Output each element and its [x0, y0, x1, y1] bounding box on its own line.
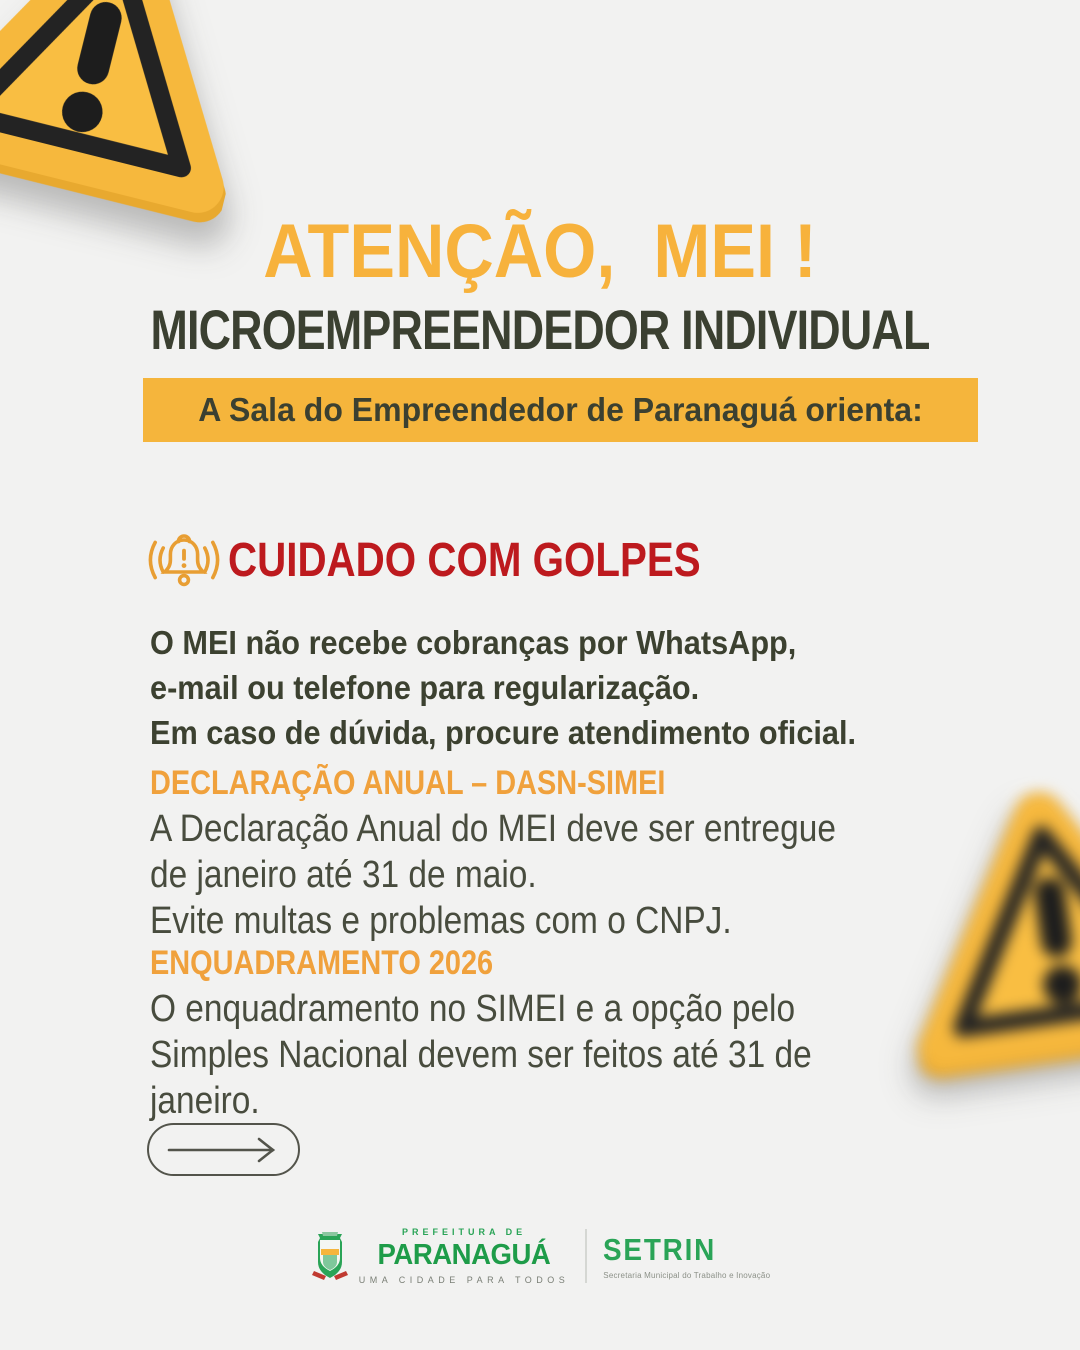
- warning-triangle-blurred-icon: [884, 768, 1080, 1086]
- section-enquadramento-heading: ENQUADRAMENTO 2026: [150, 944, 494, 982]
- alert-line: e-mail ou telefone para regularização.: [150, 669, 700, 706]
- section-declaracao-body: [150, 806, 836, 944]
- page-title: ATENÇÃO, MEI !: [263, 209, 817, 294]
- paranagua-tagline: UMA CIDADE PARA TODOS: [358, 1275, 570, 1285]
- section-enquadramento-body: [150, 986, 812, 1124]
- section-line: Evite multas e problemas com o CNPJ.: [150, 900, 732, 942]
- prefeitura-logo: [359, 1227, 570, 1285]
- section-line: O enquadramento no SIMEI e a opção pelo: [150, 988, 796, 1030]
- paranagua-wordmark: PARANAGUÁ: [377, 1239, 551, 1271]
- section-line: Simples Nacional devem ser feitos até 31 de: [150, 1034, 812, 1076]
- section-declaracao-heading: DECLARAÇÃO ANUAL – DASN-SIMEI: [150, 764, 666, 802]
- alert-line: O MEI não recebe cobranças por WhatsApp,: [150, 624, 797, 661]
- footer-logos: [0, 1227, 1080, 1285]
- setrin-subtitle: Secretaria Municipal do Trabalho e Inovação: [603, 1271, 771, 1280]
- section-line: janeiro.: [150, 1080, 260, 1122]
- setrin-wordmark: SETRIN: [603, 1232, 717, 1267]
- banner-text: A Sala do Empreendedor de Paranaguá orienta:: [198, 391, 923, 428]
- alert-bell-icon: [144, 524, 224, 596]
- prefeitura-label: PREFEITURA DE: [401, 1227, 527, 1237]
- setrin-logo: [603, 1232, 770, 1280]
- arrow-right-icon: [165, 1135, 283, 1165]
- logo-divider: [585, 1229, 587, 1283]
- warning-triangle-icon: [0, 0, 286, 232]
- next-arrow-button[interactable]: [147, 1123, 300, 1176]
- alert-heading: CUIDADO COM GOLPES: [228, 534, 701, 587]
- paranagua-crest-icon: [310, 1231, 350, 1281]
- banner: [143, 378, 978, 442]
- alert-paragraph: [150, 620, 856, 755]
- section-line: de janeiro até 31 de maio.: [150, 854, 537, 896]
- section-line: A Declaração Anual do MEI deve ser entregue: [150, 808, 836, 850]
- page-subtitle: MICROEMPREENDEDOR INDIVIDUAL: [150, 298, 930, 361]
- alert-line: Em caso de dúvida, procure atendimento oficial.: [150, 714, 857, 751]
